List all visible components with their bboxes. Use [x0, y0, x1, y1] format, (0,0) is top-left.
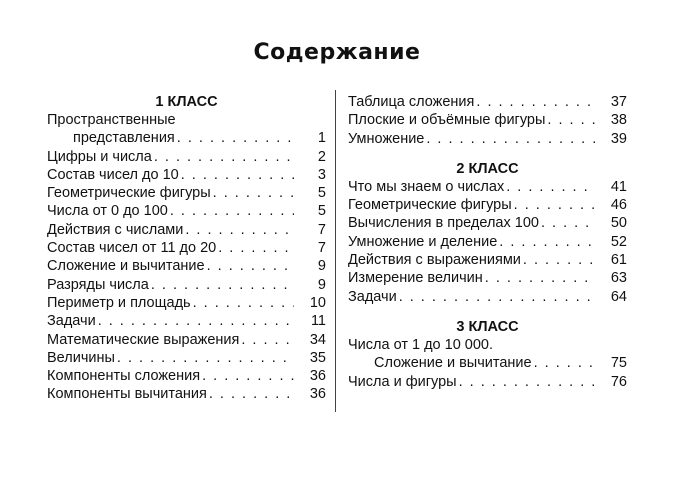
leader-dots [497, 233, 595, 251]
leader-dots [239, 331, 294, 349]
section-heading-grade-1: 1 КЛАСС [155, 94, 218, 110]
leader-dots [191, 294, 294, 312]
toc-entry-label: Разряды числа [47, 276, 149, 293]
toc-entry-page: 7 [317, 221, 326, 238]
toc-entry[interactable] [47, 166, 326, 184]
toc-entry-label: Цифры и числа [47, 148, 152, 165]
toc-entry-label: Геометрические фигуры [348, 197, 512, 214]
toc-entry-label: Плоские и объёмные фигуры [348, 112, 546, 129]
toc-entry-page: 36 [309, 368, 326, 385]
toc-entry[interactable] [47, 148, 326, 166]
toc-entry-page: 64 [610, 288, 627, 305]
leader-dots [207, 385, 294, 403]
toc-list-grade-2 [348, 178, 627, 306]
toc-entry-label: представления [73, 130, 175, 147]
toc-entry-label: Величины [47, 349, 115, 366]
leader-dots [424, 130, 595, 148]
leader-dots [183, 221, 294, 239]
toc-entry-page: 34 [309, 331, 326, 348]
toc-entry-page: 7 [317, 240, 326, 257]
leader-dots [512, 196, 595, 214]
toc-entry[interactable] [47, 349, 326, 367]
page-title: Содержание [253, 40, 421, 65]
toc-entry[interactable] [47, 367, 326, 385]
toc-entry[interactable] [47, 312, 326, 330]
toc-entry-page: 2 [317, 148, 326, 165]
toc-entry-label: Числа и фигуры [348, 373, 457, 390]
leader-dots [539, 214, 595, 232]
toc-entry-label: Периметр и площадь [47, 294, 191, 311]
leader-dots [457, 373, 595, 391]
toc-entry-label: Вычисления в пределах 100 [348, 215, 539, 232]
toc-list-grade-3 [348, 373, 627, 391]
leader-dots [532, 354, 595, 372]
toc-entry[interactable] [47, 184, 326, 202]
leader-dots [474, 93, 595, 111]
toc-entry-first-line [47, 111, 326, 129]
toc-entry[interactable] [348, 130, 627, 148]
toc-entry-label: Сложение и вычитание [374, 355, 532, 372]
toc-entry-page: 5 [317, 185, 326, 202]
leader-dots [152, 148, 294, 166]
leader-dots [115, 349, 294, 367]
section-gap [348, 148, 627, 160]
section-heading-grade-2: 2 КЛАСС [456, 160, 519, 177]
toc-entry-page: 9 [317, 258, 326, 275]
leader-dots [200, 367, 294, 385]
toc-entry-label: Задачи [348, 288, 397, 305]
toc-entry-page: 36 [309, 386, 326, 403]
toc-entry[interactable] [47, 202, 326, 220]
leader-dots [216, 239, 294, 257]
toc-entry[interactable] [47, 276, 326, 294]
toc-entry-page: 39 [610, 130, 627, 147]
toc-entry[interactable] [348, 93, 627, 111]
toc-entry-label: Числа от 0 до 100 [47, 203, 168, 220]
toc-entry[interactable] [47, 385, 326, 403]
toc-entry-label: Компоненты сложения [47, 368, 201, 385]
toc-entry-page: 38 [610, 112, 627, 129]
toc-entry[interactable] [47, 294, 326, 312]
toc-entry-page: 75 [610, 355, 627, 372]
toc-entry[interactable] [348, 233, 627, 251]
toc-entry-page: 9 [317, 276, 326, 293]
toc-entry[interactable] [348, 111, 627, 129]
toc-entry-page: 46 [610, 197, 627, 214]
toc-entry-label: Действия с выражениями [348, 252, 521, 269]
toc-list-grade-1-continued [348, 93, 627, 148]
toc-entry-label: Умножение [348, 130, 425, 147]
column-divider [335, 90, 336, 412]
toc-entry-label: Умножение и деление [348, 233, 498, 250]
leader-dots [483, 269, 595, 287]
toc-entry[interactable] [348, 196, 627, 214]
toc-entry-page: 76 [610, 373, 627, 390]
toc-entry[interactable] [348, 354, 627, 372]
leader-dots [96, 312, 294, 330]
toc-entry-label: Пространственные [47, 112, 176, 128]
leader-dots [205, 257, 294, 275]
toc-entry-page: 52 [610, 233, 627, 250]
leader-dots [521, 251, 595, 269]
toc-entry-page: 35 [309, 349, 326, 366]
toc-entry-label: Числа от 1 до 10 000. [348, 336, 494, 353]
toc-entry-label: Измерение величин [348, 270, 483, 287]
toc-entry[interactable] [47, 239, 326, 257]
leader-dots [179, 166, 294, 184]
toc-entry[interactable] [348, 178, 627, 196]
toc-list-grade-1 [47, 148, 326, 404]
toc-entry-label: Сложение и вычитание [47, 258, 205, 275]
toc-column-left [47, 93, 326, 404]
toc-entry-page: 50 [610, 215, 627, 232]
toc-column-right [348, 93, 627, 391]
toc-entry[interactable] [47, 221, 326, 239]
toc-entry-label: Что мы знаем о числах [348, 178, 505, 195]
toc-entry[interactable] [348, 288, 627, 306]
toc-entry-first-line [348, 336, 627, 354]
toc-entry-page: 41 [610, 178, 627, 195]
leader-dots [397, 288, 595, 306]
toc-entry-label: Состав чисел от 11 до 20 [47, 240, 217, 257]
toc-entry-label: Задачи [47, 313, 96, 330]
toc-entry-page: 61 [610, 252, 627, 269]
section-heading-grade-3: 3 КЛАСС [456, 318, 519, 335]
toc-entry-label: Геометрические фигуры [47, 185, 211, 202]
toc-entry-page: 3 [317, 166, 326, 183]
leader-dots [149, 276, 294, 294]
toc-entry[interactable] [348, 373, 627, 391]
toc-entry-label: Состав чисел до 10 [47, 166, 179, 183]
section-gap [348, 306, 627, 318]
toc-entry-page: 1 [317, 130, 326, 147]
leader-dots [168, 202, 294, 220]
toc-entry[interactable] [348, 251, 627, 269]
toc-entry-page: 11 [310, 313, 326, 330]
leader-dots [175, 129, 294, 147]
leader-dots [211, 184, 294, 202]
toc-entry-page: 5 [317, 203, 326, 220]
leader-dots [545, 111, 595, 129]
toc-entry-label: Действия с числами [47, 221, 184, 238]
leader-dots [504, 178, 595, 196]
toc-entry-label: Компоненты вычитания [47, 386, 207, 403]
toc-entry[interactable] [47, 257, 326, 275]
toc-entry[interactable] [348, 214, 627, 232]
toc-entry-label: Математические выражения [47, 331, 240, 348]
toc-entry-page: 10 [309, 294, 326, 311]
toc-entry-label: Таблица сложения [348, 94, 475, 110]
toc-entry-page: 37 [610, 94, 627, 110]
toc-entry[interactable] [47, 331, 326, 349]
toc-entry-page: 63 [610, 270, 627, 287]
toc-entry[interactable] [348, 269, 627, 287]
toc-entry[interactable] [47, 129, 326, 147]
